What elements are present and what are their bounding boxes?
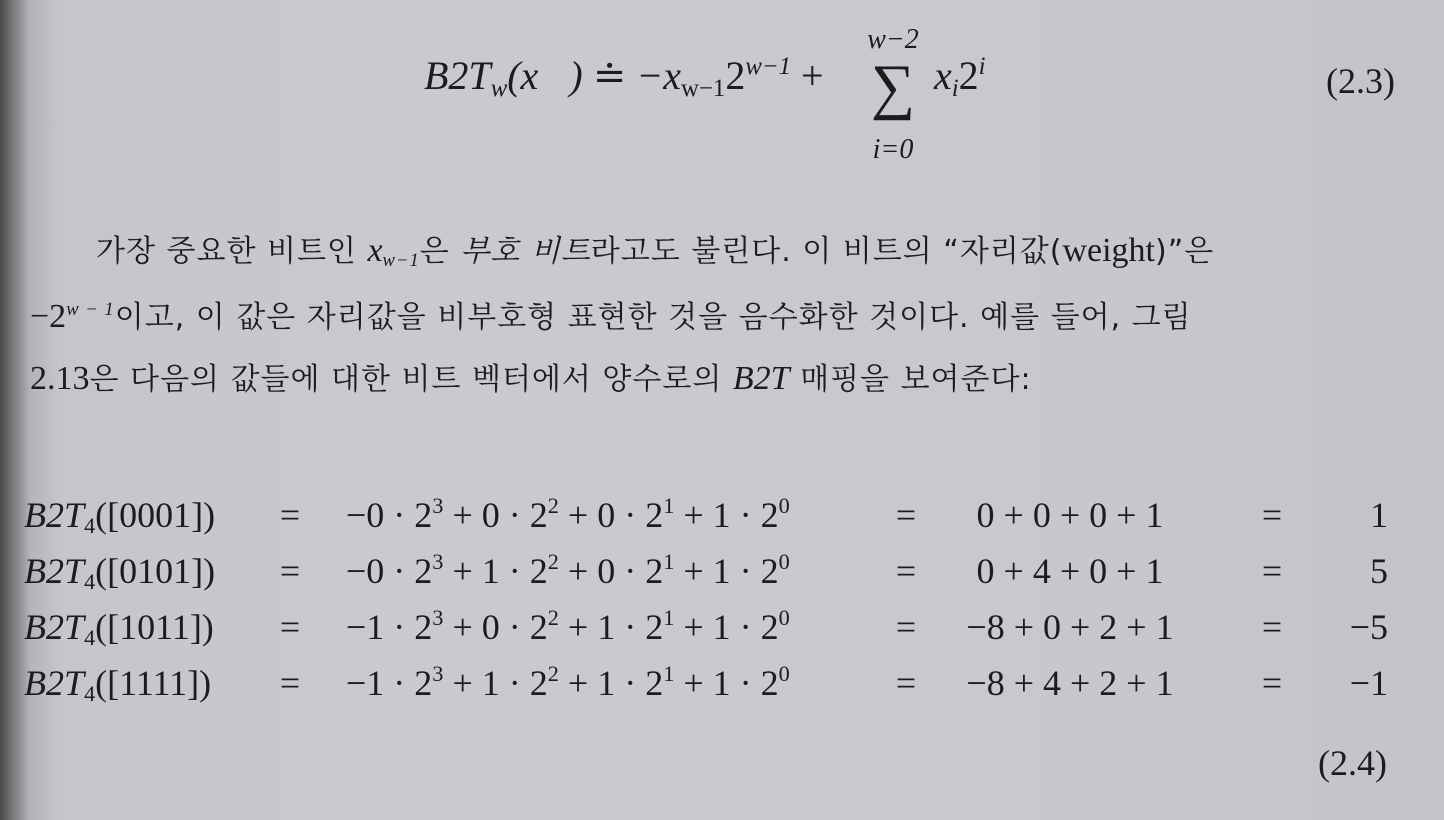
exponent: 2	[547, 661, 559, 687]
text-segment: 매핑을 보여준다:	[789, 362, 1032, 397]
term: + 1 · 2	[443, 551, 548, 591]
row-lhs	[24, 550, 216, 595]
term: + 1 · 2	[674, 663, 779, 703]
equals-sign: =	[1261, 607, 1283, 647]
exponent: 0	[778, 605, 790, 631]
eq-term-sub: i	[951, 74, 959, 102]
text-segment: 은	[419, 234, 461, 269]
sum-upper-limit: w−2	[867, 24, 919, 55]
text-segment: 라고도 불린다. 이 비트의 “자리값(	[590, 234, 1063, 269]
row-expansion	[346, 494, 790, 536]
row-result: 1	[1370, 495, 1388, 535]
eq-x-sub: w−1	[681, 74, 726, 102]
sum-symbol: ∑	[870, 53, 916, 121]
eq-term: x	[934, 53, 952, 98]
lhs-arg: ([1011])	[95, 607, 214, 647]
lhs-sub: 4	[84, 513, 96, 539]
lhs-arg: ([0001])	[95, 495, 216, 535]
equation-2-3-left	[424, 52, 824, 102]
paragraph-line-2	[30, 292, 1192, 336]
term: + 0 · 2	[443, 607, 548, 647]
equals-sign: =	[895, 607, 917, 647]
term: + 0 · 2	[558, 551, 664, 591]
exponent: 0	[778, 549, 790, 575]
text-segment: 은 다음의 값들에 대한 비트 벡터에서 양수로의	[89, 362, 733, 397]
exponent: 0	[778, 661, 790, 687]
term: −1 · 2	[346, 663, 433, 703]
equals-sign: =	[895, 495, 917, 535]
exponent: 2	[547, 605, 559, 631]
row-sum: −8 + 0 + 2 + 1	[966, 607, 1174, 647]
equation-2-3-term	[934, 52, 986, 102]
exponent: 2	[547, 549, 559, 575]
row-sum: −8 + 4 + 2 + 1	[966, 663, 1174, 703]
term: −0 · 2	[346, 551, 433, 591]
sum-lower-limit: i=0	[872, 134, 914, 165]
row-sum: 0 + 0 + 0 + 1	[976, 495, 1164, 535]
eq-lhs-sub: w	[490, 74, 508, 102]
lhs-sub: 4	[84, 681, 96, 707]
exponent: 2	[547, 493, 559, 519]
paragraph-line-1	[96, 226, 1214, 270]
math-exponent: w − 1	[66, 299, 115, 321]
lhs-func: B2T	[24, 663, 85, 703]
lhs-sub: 4	[84, 569, 96, 595]
equals-sign: =	[1261, 551, 1283, 591]
eq-lhs: B2T	[424, 53, 491, 98]
row-sum: 0 + 4 + 0 + 1	[976, 551, 1164, 591]
exponent: 3	[432, 493, 444, 519]
math-x-sub: w−1	[382, 250, 420, 272]
eq-plus: +	[790, 53, 824, 98]
term: −1 · 2	[346, 607, 433, 647]
exponent: 1	[663, 493, 675, 519]
lhs-arg: ([1111])	[95, 663, 212, 703]
equals-sign: =	[895, 663, 917, 703]
term: + 0 · 2	[443, 495, 548, 535]
eq-two: 2	[725, 53, 746, 98]
text-segment: )”은	[1155, 234, 1215, 269]
math-x: x	[367, 232, 383, 269]
equals-sign: =	[895, 551, 917, 591]
exponent: 1	[663, 661, 675, 687]
term: + 1 · 2	[674, 551, 779, 591]
lhs-func: B2T	[24, 607, 85, 647]
row-result: 5	[1370, 551, 1388, 591]
exponent: 3	[432, 549, 444, 575]
row-result: −5	[1349, 607, 1388, 647]
eq-arg: (x⃗) ≐ −x	[507, 53, 682, 98]
term: + 1 · 2	[674, 495, 779, 535]
eq-term-base: 2	[958, 53, 979, 98]
exponent: 3	[432, 661, 444, 687]
figure-reference: 2.13	[30, 360, 90, 397]
term: + 1 · 2	[674, 607, 779, 647]
text-segment: 이고, 이 값은 자리값을 비부호형 표현한 것을 음수화한 것이다. 예를 들어, 그림	[114, 300, 1192, 335]
row-lhs	[24, 494, 216, 539]
weight-term: weight	[1062, 232, 1156, 269]
math-neg-two: −2	[30, 298, 67, 335]
text-segment: 가장 중요한 비트인	[96, 234, 368, 269]
equals-sign: =	[1261, 663, 1283, 703]
exponent: 3	[432, 605, 444, 631]
equals-sign: =	[279, 663, 301, 703]
equation-number-2-4: (2.4)	[1318, 743, 1387, 783]
lhs-sub: 4	[84, 625, 96, 651]
term: + 1 · 2	[558, 663, 664, 703]
lhs-func: B2T	[24, 551, 85, 591]
lhs-arg: ([0101])	[95, 551, 216, 591]
equals-sign: =	[1261, 495, 1283, 535]
row-result: −1	[1349, 663, 1388, 703]
term: + 0 · 2	[558, 495, 664, 535]
math-b2t: B2T	[732, 360, 790, 397]
row-expansion	[346, 662, 790, 704]
equals-sign: =	[279, 495, 301, 535]
row-expansion	[346, 606, 790, 648]
row-lhs	[24, 606, 214, 651]
row-expansion	[346, 550, 790, 592]
lhs-func: B2T	[24, 495, 85, 535]
term: + 1 · 2	[558, 607, 664, 647]
paragraph-line-3	[30, 354, 1032, 398]
equation-number-2-3: (2.3)	[1326, 61, 1395, 101]
eq-two-sup: w−1	[745, 52, 791, 80]
term: + 1 · 2	[443, 663, 548, 703]
sign-bit-term: 부호 비트	[460, 234, 591, 269]
equals-sign: =	[279, 551, 301, 591]
equals-sign: =	[279, 607, 301, 647]
exponent: 1	[663, 549, 675, 575]
exponent: 0	[778, 493, 790, 519]
exponent: 1	[663, 605, 675, 631]
summation	[858, 24, 928, 165]
term: −0 · 2	[346, 495, 433, 535]
eq-term-sup: i	[978, 52, 986, 80]
row-lhs	[24, 662, 212, 707]
